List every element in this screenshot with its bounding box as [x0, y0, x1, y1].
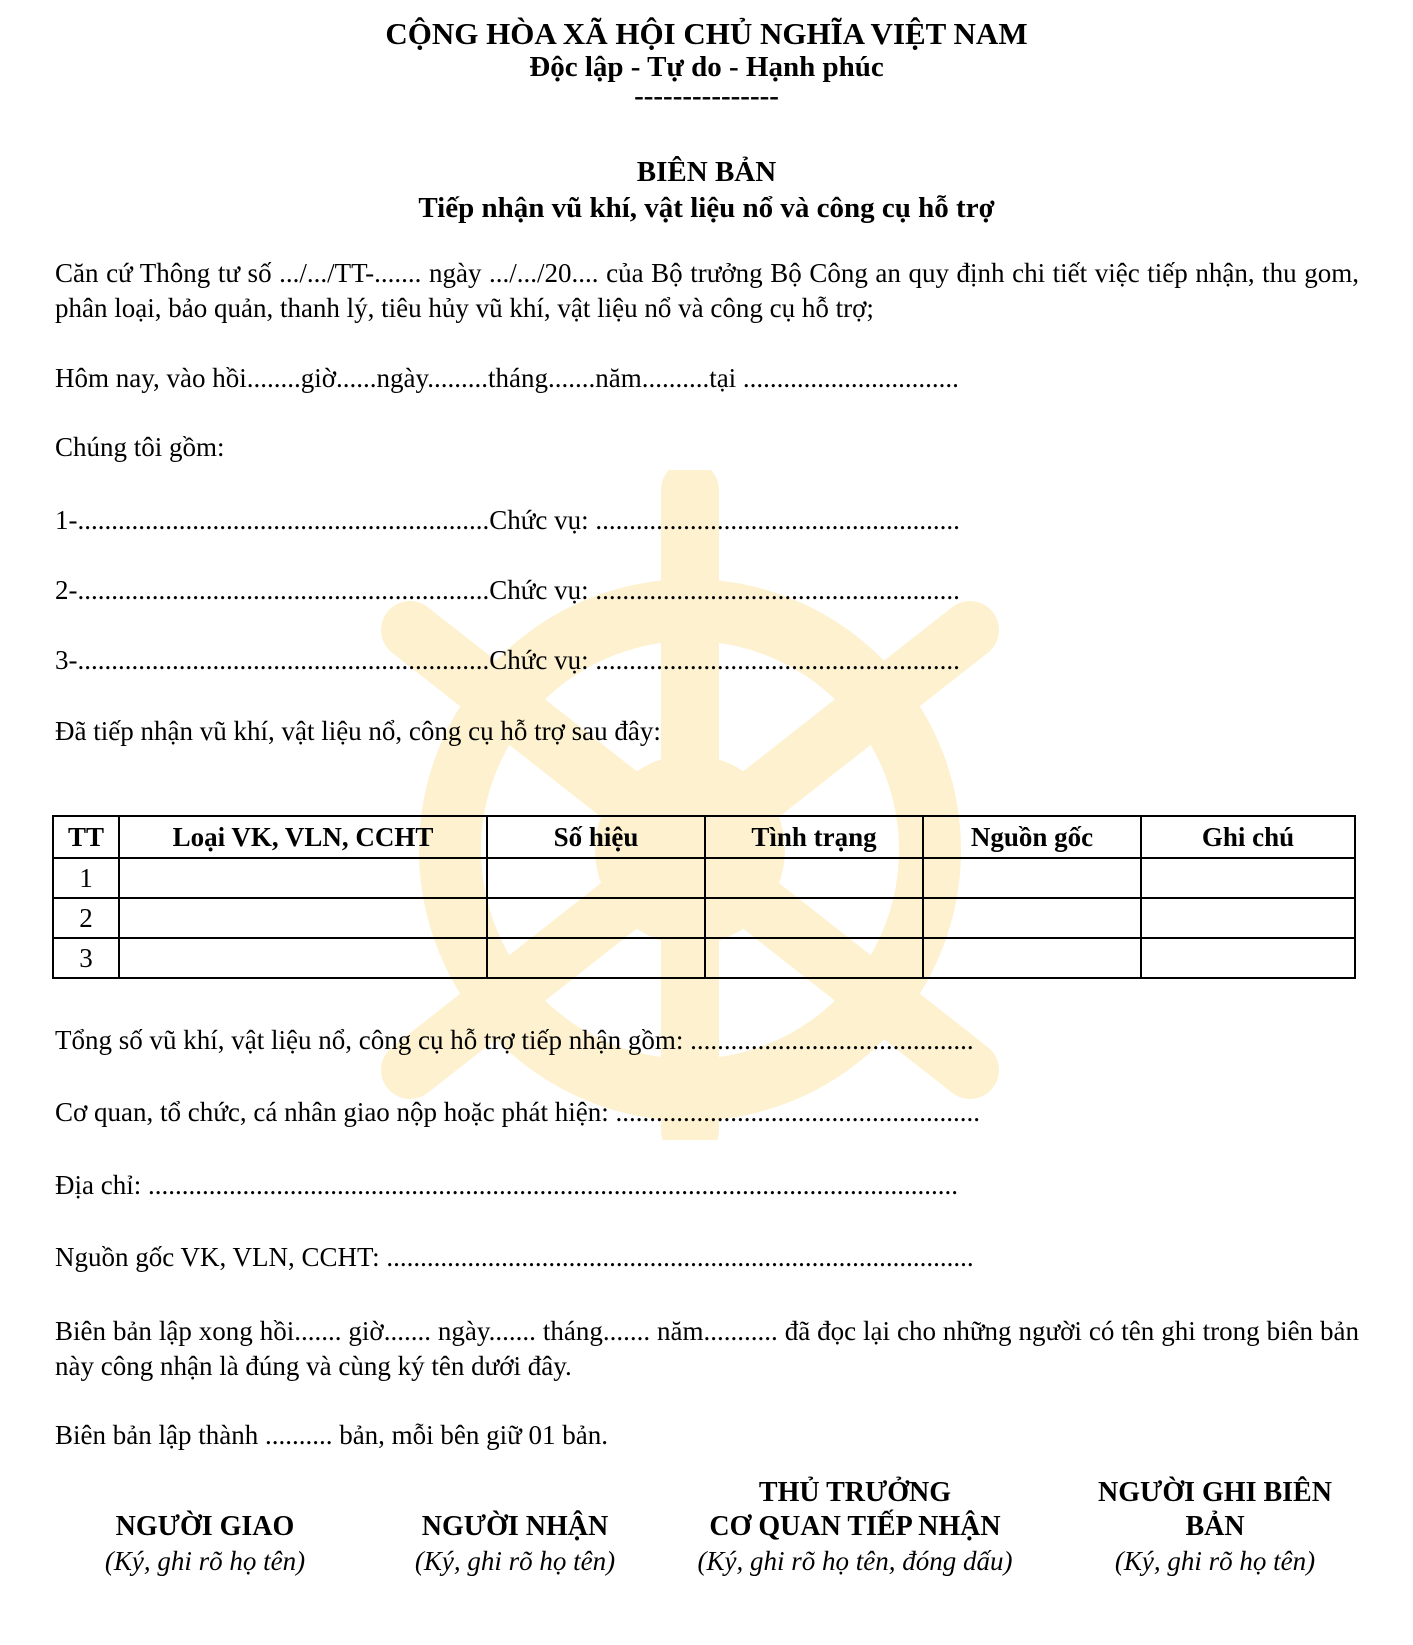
signature-role: NGƯỜI GHI BIÊN — [1098, 1477, 1332, 1508]
table-cell — [705, 938, 923, 978]
table-row — [53, 898, 1355, 938]
column-header: Loại VK, VLN, CCHT — [119, 816, 487, 858]
signature-role: NGƯỜI NHẬN — [421, 1511, 609, 1542]
table-row — [53, 938, 1355, 978]
column-header: Ghi chú — [1141, 816, 1355, 858]
column-header: Tình trạng — [705, 816, 923, 858]
table-cell — [119, 898, 487, 938]
table-row — [53, 858, 1355, 898]
address-line: Địa chỉ: ........................................................................................................................ — [55, 1170, 958, 1200]
table-cell — [705, 898, 923, 938]
member-line-1: 1-.............................................................Chức vụ: ...................................................... — [55, 505, 960, 535]
total-line: Tổng số vũ khí, vật liệu nổ, công cụ hỗ trợ tiếp nhận gồm: .......................................... — [55, 1025, 974, 1055]
signature-role-line2: CƠ QUAN TIẾP NHẬN — [709, 1511, 1001, 1542]
signature-role-line2: BẢN — [1185, 1511, 1245, 1542]
items-table — [52, 815, 1356, 979]
copies-line: Biên bản lập thành .......... bản, mỗi bên giữ 01 bản. — [55, 1420, 609, 1450]
table-cell — [119, 938, 487, 978]
table-header-row — [53, 816, 1355, 858]
table-cell — [923, 858, 1141, 898]
closing-paragraph: Biên bản lập xong hồi....... giờ....... ngày....... tháng....... năm........... đã đọc lại cho những người có tên ghi trong biên bản này công nhận là đúng và cùng ký tên dưới đây. — [55, 1316, 1359, 1381]
signature-role: NGƯỜI GIAO — [115, 1511, 295, 1542]
document-subtitle: Tiếp nhận vũ khí, vật liệu nổ và công cụ hỗ trợ — [418, 192, 995, 224]
table-cell — [1141, 938, 1355, 978]
header-separator: --------------- — [634, 80, 779, 112]
table-cell — [487, 938, 705, 978]
signature-note: (Ký, ghi rõ họ tên) — [414, 1546, 616, 1576]
table-cell: 1 — [53, 858, 119, 898]
table-cell — [1141, 898, 1355, 938]
time-place-line: Hôm nay, vào hồi........giờ......ngày.........tháng.......năm..........tại ................................ — [55, 363, 959, 393]
signature-recorder — [1050, 1476, 1380, 1578]
table-cell — [923, 938, 1141, 978]
table-cell — [487, 858, 705, 898]
table-cell: 2 — [53, 898, 119, 938]
table-cell — [487, 898, 705, 938]
legal-basis-paragraph: Căn cứ Thông tư số .../.../TT-....... ngày .../.../20.... của Bộ trưởng Bộ Công an quy định chi tiết việc tiếp nhận, thu gom, phân loại, bảo quản, thanh lý, tiêu hủy vũ khí, vật liệu nổ và công cụ hỗ trợ; — [55, 258, 1359, 323]
signature-receiver — [370, 1510, 660, 1578]
member-line-2: 2-.............................................................Chức vụ: ...................................................... — [55, 575, 960, 605]
member-line-3: 3-.............................................................Chức vụ: ...................................................... — [55, 645, 960, 675]
table-cell — [705, 858, 923, 898]
signature-note: (Ký, ghi rõ họ tên, đóng dấu) — [697, 1546, 1013, 1576]
country-heading: CỘNG HÒA XÃ HỘI CHỦ NGHĨA VIỆT NAM — [385, 16, 1028, 51]
signature-note: (Ký, ghi rõ họ tên) — [104, 1546, 306, 1576]
table-cell — [1141, 858, 1355, 898]
table-cell: 3 — [53, 938, 119, 978]
signature-head-of-agency — [665, 1476, 1045, 1578]
signature-role: THỦ TRƯỞNG — [758, 1477, 952, 1508]
document-title: BIÊN BẢN — [636, 156, 777, 188]
organization-line: Cơ quan, tổ chức, cá nhân giao nộp hoặc phát hiện: ...................................................... — [55, 1097, 981, 1127]
received-intro: Đã tiếp nhận vũ khí, vật liệu nổ, công cụ hỗ trợ sau đây: — [55, 716, 661, 746]
origin-line: Nguồn gốc VK, VLN, CCHT: ....................................................................................... — [55, 1242, 974, 1272]
column-header: TT — [53, 816, 119, 858]
signature-note: (Ký, ghi rõ họ tên) — [1114, 1546, 1316, 1576]
column-header: Số hiệu — [487, 816, 705, 858]
table-cell — [119, 858, 487, 898]
motto: Độc lập - Tự do - Hạnh phúc — [529, 51, 884, 83]
signature-deliverer — [60, 1510, 350, 1578]
members-intro: Chúng tôi gồm: — [55, 432, 225, 462]
column-header: Nguồn gốc — [923, 816, 1141, 858]
table-cell — [923, 898, 1141, 938]
